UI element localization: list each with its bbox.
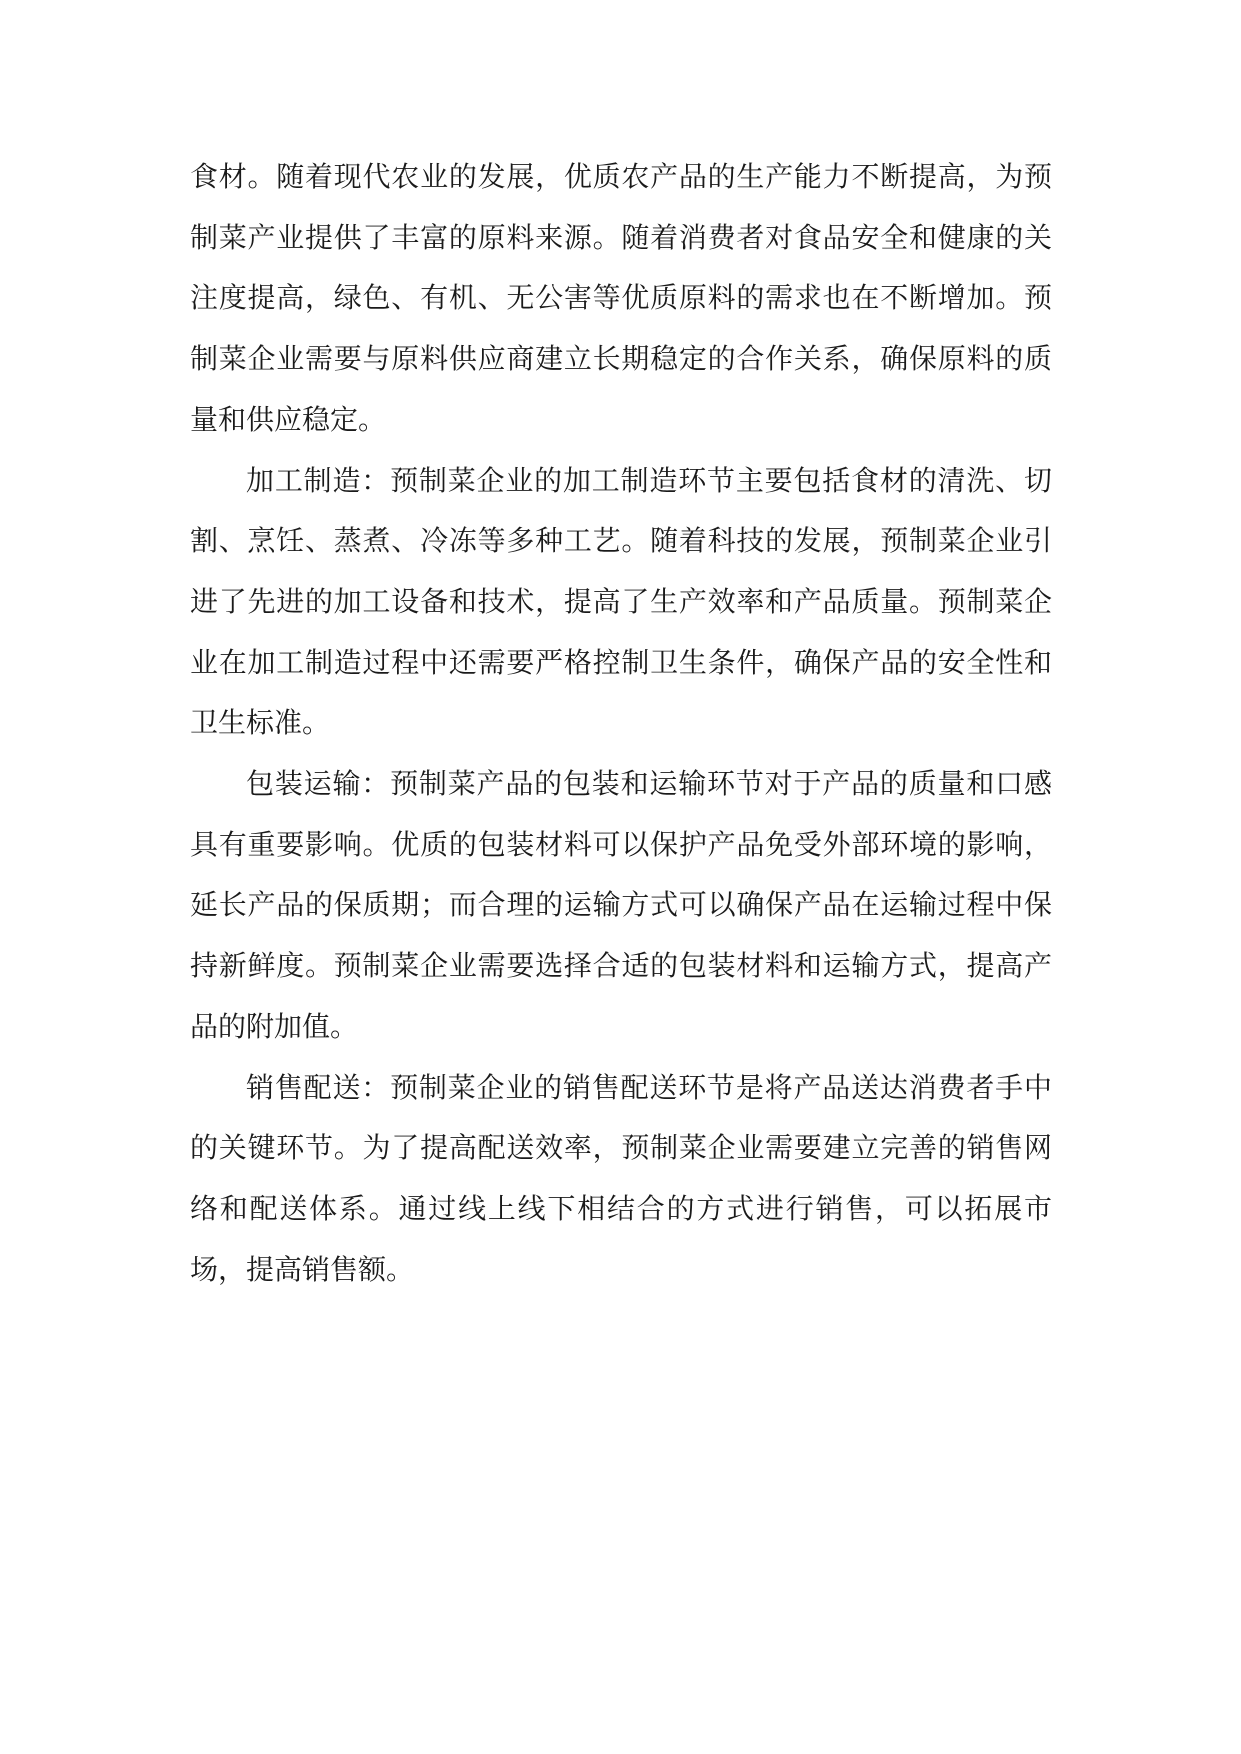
document-body	[190, 147, 1052, 1300]
paragraph-processing-manufacturing: 加工制造：预制菜企业的加工制造环节主要包括食材的清洗、切割、烹饪、蒸煮、冷冻等多种工艺。随着科技的发展，预制菜企业引进了先进的加工设备和技术，提高了生产效率和产品质量。预制菜企业在加工制造过程中还需要严格控制卫生条件，确保产品的安全性和卫生标准。	[190, 463, 1052, 740]
paragraph-sales-distribution: 销售配送：预制菜企业的销售配送环节是将产品送达消费者手中的关键环节。为了提高配送效率，预制菜企业需要建立完善的销售网络和配送体系。通过线上线下相结合的方式进行销售，可以拓展市场，提高销售额。	[190, 1070, 1052, 1286]
paragraph-packaging-transport: 包装运输：预制菜产品的包装和运输环节对于产品的质量和口感具有重要影响。优质的包装材料可以保护产品免受外部环境的影响，延长产品的保质期；而合理的运输方式可以确保产品在运输过程中保持新鲜度。预制菜企业需要选择合适的包装材料和运输方式，提高产品的附加值。	[190, 767, 1052, 1043]
paragraph-raw-materials-continued: 食材。随着现代农业的发展，优质农产品的生产能力不断提高，为预制菜产业提供了丰富的原料来源。随着消费者对食品安全和健康的关注度提高，绿色、有机、无公害等优质原料的需求也在不断增加。预制菜企业需要与原料供应商建立长期稳定的合作关系，确保原料的质量和供应稳定。	[190, 160, 1052, 436]
